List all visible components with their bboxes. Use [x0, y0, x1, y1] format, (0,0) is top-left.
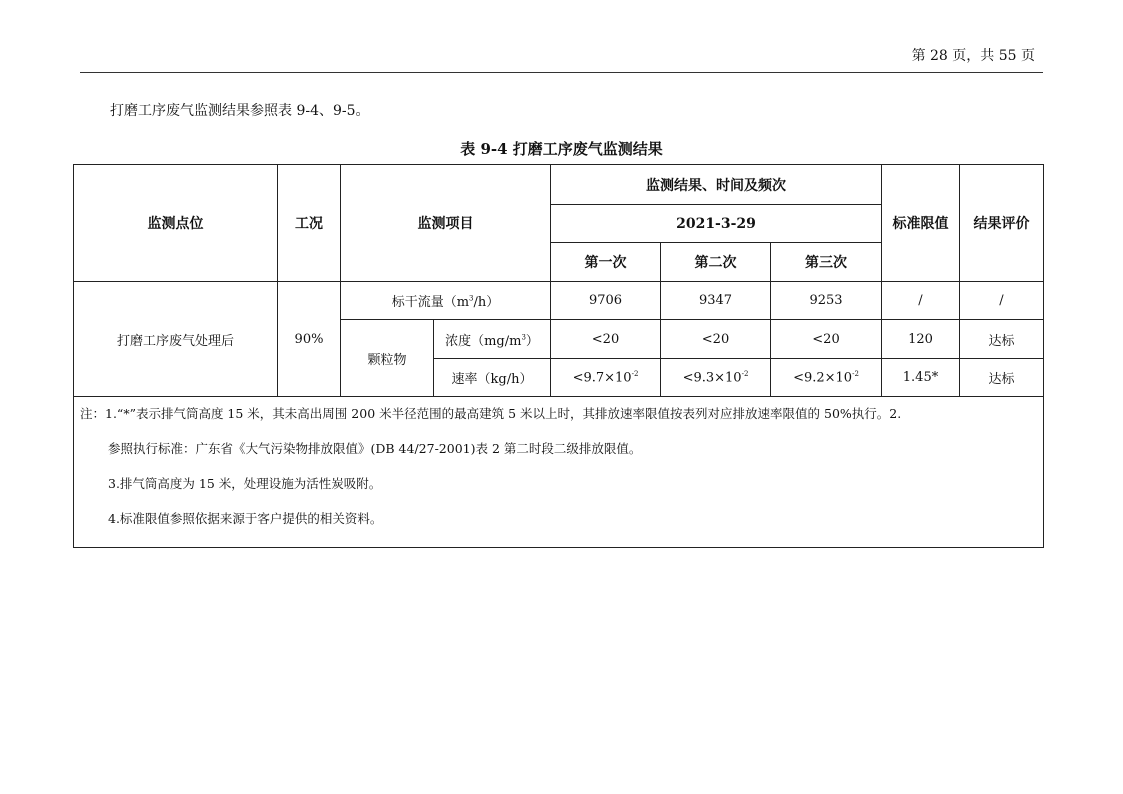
- concentration-limit: 120: [882, 320, 960, 359]
- flow-value-3: 9253: [771, 282, 882, 320]
- concentration-value-1: <20: [551, 320, 661, 359]
- flow-evaluation: /: [960, 282, 1044, 320]
- flow-value-2: 9347: [661, 282, 771, 320]
- concentration-value-2: <20: [661, 320, 771, 359]
- pollutant-cell: 颗粒物: [341, 320, 434, 397]
- concentration-evaluation: 达标: [960, 320, 1044, 359]
- rate-value-1: $<9.7\times 10^{-2}$: [551, 359, 661, 397]
- monitoring-results-table: [73, 164, 1044, 548]
- flow-label: 标干流量$(m^3/h)$: [341, 282, 551, 320]
- flow-value-1: 9706: [551, 282, 661, 320]
- page-number: 第 28 页，共 55 页: [911, 48, 1035, 64]
- note-line-4: 4.标准限值参照依据来源于客户提供的相关资料。: [108, 511, 383, 526]
- rate-label: 速率（kg/h）: [434, 359, 551, 397]
- concentration-value-3: <20: [771, 320, 882, 359]
- intro-text: 打磨工序废气监测结果参照表 9-4、9-5。: [110, 103, 370, 119]
- header-evaluation: 结果评价: [960, 165, 1044, 282]
- header-first: 第一次: [551, 243, 661, 282]
- concentration-label: 浓度$(mg/m^3)$: [434, 320, 551, 359]
- header-item: 监测项目: [341, 165, 551, 282]
- rate-limit: 1.45*: [882, 359, 960, 397]
- header-date: 2021-3-29: [551, 205, 882, 243]
- table-caption: 表 9-4 打磨工序废气监测结果: [460, 140, 663, 158]
- header-location: 监测点位: [74, 165, 278, 282]
- header-rule: [80, 72, 1043, 73]
- rate-evaluation: 达标: [960, 359, 1044, 397]
- flow-limit: /: [882, 282, 960, 320]
- note-line-1: 注：1.“*”表示排气筒高度 15 米，其未高出周围 200 米半径范围的最高建筑 5 米以上时，其排放速率限值按表列对应排放速率限值的 50%执行。2.: [80, 406, 902, 421]
- header-results-group: 监测结果、时间及频次: [551, 165, 882, 205]
- rate-value-2: $<9.3\times 10^{-2}$: [661, 359, 771, 397]
- header-second: 第二次: [661, 243, 771, 282]
- location-cell: 打磨工序废气处理后: [74, 282, 278, 397]
- rate-value-3: $<9.2\times 10^{-2}$: [771, 359, 882, 397]
- header-condition: 工况: [278, 165, 341, 282]
- header-third: 第三次: [771, 243, 882, 282]
- note-line-3: 3.排气筒高度为 15 米，处理设施为活性炭吸附。: [108, 476, 382, 491]
- header-limit: 标准限值: [882, 165, 960, 282]
- condition-cell: 90%: [278, 282, 341, 397]
- note-line-2: 参照执行标准：广东省《大气污染物排放限值》(DB 44/27-2001)表 2 第二时段二级排放限值。: [108, 441, 642, 456]
- notes-cell: [74, 397, 1044, 548]
